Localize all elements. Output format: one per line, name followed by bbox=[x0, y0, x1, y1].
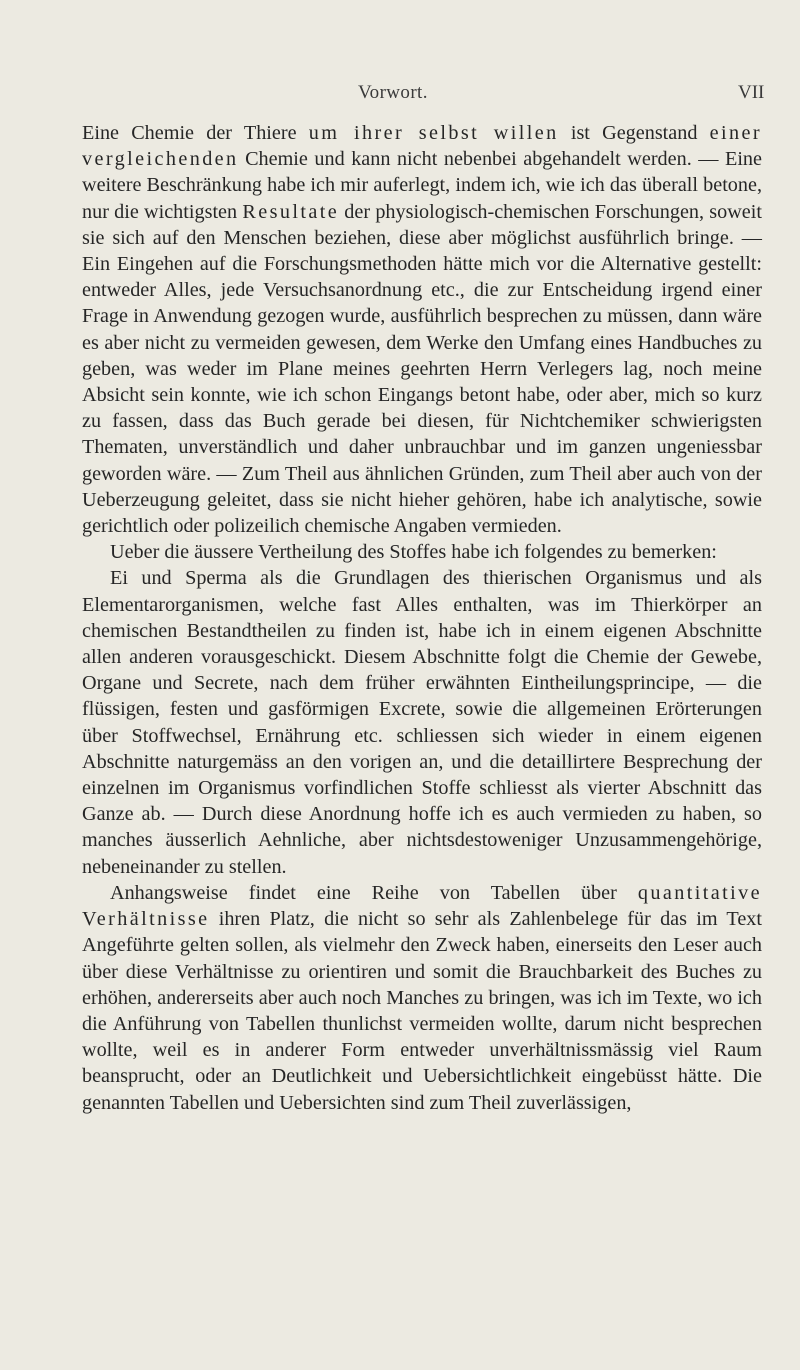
text-segment: Eine Chemie der Thiere bbox=[82, 122, 309, 144]
text-segment: ihren Platz, die nicht so sehr als Zahlenbelege für das im Text Angeführte gelten sollen, als vielmehr den Zweck haben, einerseits den Leser auch über diese Verhältnisse zu orientiren und somit die Brauchbarkeit des Buches zu erhöhen, andererseits aber auch noch Manches zu bringen, was ich im Texte, wo ich die Anführung von Tabellen thunlichst vermeiden wollte, darum nicht besprechen wollte, weil es in anderer Form entweder unverhältnissmässig viel Raum beansprucht, oder an Deutlichkeit und Uebersichtlichkeit eingebüsst hätte. Die genannten Tabellen und Uebersichten sind zum Theil zuverlässigen, bbox=[82, 908, 762, 1114]
paragraph bbox=[82, 565, 762, 879]
text-segment: Chemie und kann nicht nebenbei abgehandelt werden. — Eine weitere Beschränkung habe ich mir auferlegt, indem ich, wie ich das überall betone, nur die wichtigsten bbox=[82, 148, 762, 223]
text-segment: Anhangsweise findet eine Reihe von Tabellen über bbox=[110, 881, 638, 904]
running-title: Vorwort. bbox=[358, 82, 428, 103]
text-segment: der physiologisch-chemischen Forschungen, soweit sie sich auf den Menschen beziehen, diese aber möglichst ausführlich bringe. — Ein Eingehen auf die Forschungsmethoden hätte mich vor die Alternative gestellt: entweder Alles, jede Versuchsanordnung etc., die zur Entscheidung irgend einer Frage in Anwendung gezogen wurde, ausführlich besprechen zu müssen, dann wäre es aber nicht zu vermeiden gewesen, dem Werke den Umfang eines Handbuches zu geben, was weder im Plane meines geehrten Herrn Verlegers lag, noch meine Absicht sein konnte, wie ich schon Eingangs betont habe, oder aber, mich so kurz zu fassen, dass das Buch gerade bei diesen, für Nichtchemiker schwierigsten Thematen, unverständlich und daher unbrauchbar und im ganzen ungeniessbar geworden wäre. — Zum Theil aus ähnlichen Gründen, zum Theil aber auch von der Ueberzeugung geleitet, dass sie nicht hieher gehören, habe ich analytische, sowie gerichtlich oder polizeilich chemische Angaben vermieden. bbox=[82, 200, 762, 538]
text-segment: ist Gegenstand bbox=[558, 122, 710, 144]
spaced-emphasis: Resultate bbox=[242, 200, 340, 223]
spaced-emphasis: um ihrer selbst willen bbox=[308, 122, 559, 144]
text-segment: Ei und Sperma als die Grundlagen des thierischen Organismus und als Elementarorganismen, welche fast Alles enthalten, was im Thierkörper an chemischen Bestandtheilen zu finden ist, habe ich in einem eigenen Abschnitte allen anderen vorausgeschickt. Diesem Abschnitte folgt die Chemie der Gewebe, Organe und Secrete, nach dem früher erwähnten Eintheilungsprincipe, — die flüssigen, festen und gasförmigen Excrete, sowie die allgemeinen Erörterungen über Stoffwechsel, Ernährung etc. schliessen sich wieder in einem eigenen Abschnitte naturgemäss an den vorigen an, und die detaillirtere Besprechung der einzelnen im Organismus vorfindlichen Stoffe schliesst als vierter Abschnitt das Ganze ab. — Durch diese Anordnung hoffe ich es auch vermieden zu haben, so manches äusserlich Aehnliche, aber nichtsdestoweniger Unzusammengehörige, nebeneinander zu stellen. bbox=[82, 567, 762, 878]
spaced-emphasis: quantitative Verhältnisse bbox=[82, 881, 762, 931]
body-text bbox=[82, 120, 762, 1116]
paragraph bbox=[82, 539, 762, 565]
paragraph bbox=[82, 120, 762, 539]
text-segment: Ueber die äussere Vertheilung des Stoffes habe ich folgendes zu bemerken: bbox=[110, 541, 717, 564]
page-number: VII bbox=[738, 82, 765, 103]
spaced-emphasis: einer vergleichenden bbox=[82, 122, 763, 171]
paragraph bbox=[82, 880, 762, 1116]
running-head bbox=[0, 82, 800, 112]
